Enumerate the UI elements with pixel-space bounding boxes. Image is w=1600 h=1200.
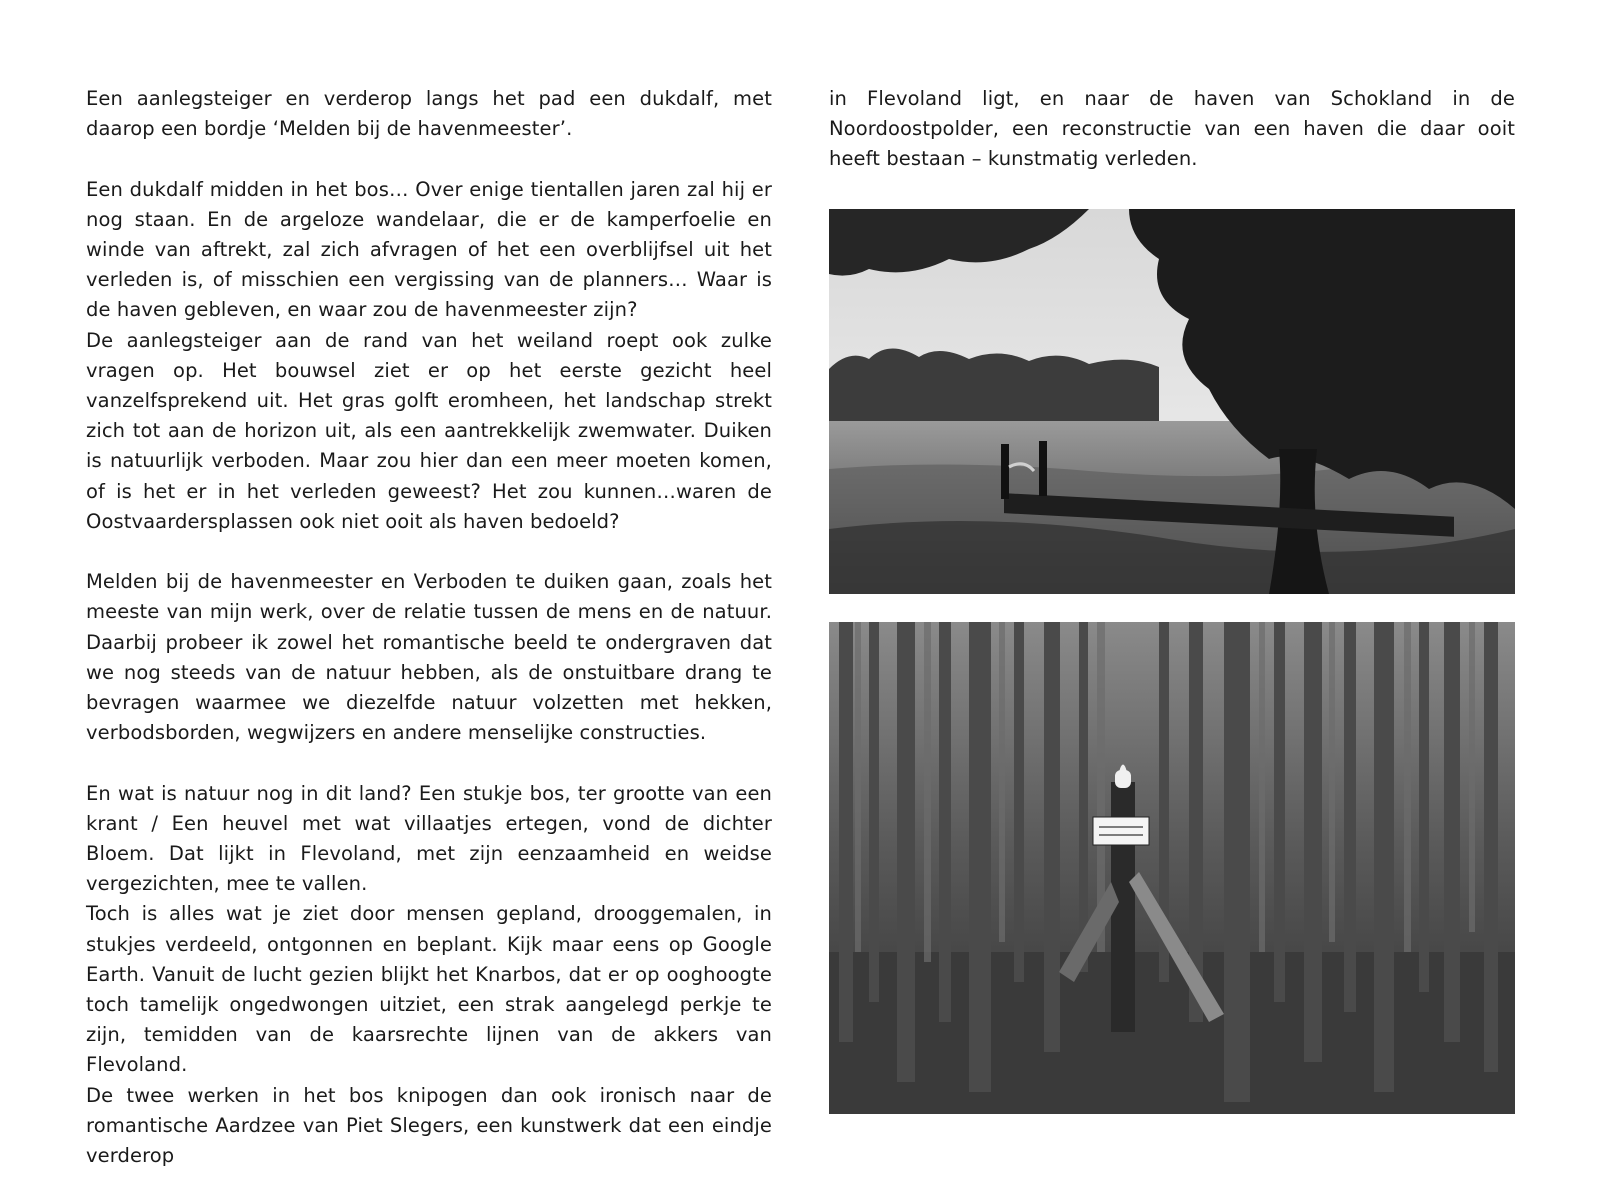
right-text-column xyxy=(829,84,1515,175)
forest-post-photo xyxy=(829,622,1515,1114)
paragraph: Een dukdalf midden in het bos… Over enige tientallen jaren zal hij er nog staan. En de argeloze wandelaar, die er de kamperfoelie en winde van aftrekt, zal zich afvragen of het een overblijfsel uit het verleden is, of misschien een vergissing van de planners… Waar is de haven gebleven, en waar zou de havenmeester zijn? xyxy=(86,177,772,322)
jetty-photo xyxy=(829,209,1515,594)
jetty-photo-image xyxy=(829,209,1515,594)
paragraph: Toch is alles wat je ziet door mensen gepland, drooggemalen, in stukjes verdeeld, ontgonnen en beplant. Kijk maar eens op Google Earth. Vanuit de lucht gezien blijkt het Knarbos, dat er op ooghoogte toch tamelijk ongedwongen uitziet, een strak aangelegd perkje te zijn, temidden van de kaarsrechte lijnen van de akkers van Flevoland. xyxy=(86,902,772,1077)
paragraph: En wat is natuur nog in dit land? Een stukje bos, ter grootte van een krant / Een heuvel met wat villaatjes ertegen, vond de dichter Bloem. Dat lijkt in Flevoland, met zijn eenzaamheid en weidse vergezichten, mee te vallen. xyxy=(86,781,772,896)
paragraph: De aanlegsteiger aan de rand van het weiland roept ook zulke vragen op. Het bouwsel ziet er op het eerste gezicht heel vanzelfsprekend uit. Het gras golft eromheen, het landschap strekt zich tot aan de horizon uit, als een aantrekkelijk zwemwater. Duiken is natuurlijk verboden. Maar zou hier dan een meer moeten komen, of is het er in het verleden geweest? Het zou kunnen…waren de Oostvaardersplassen ook niet ooit als haven bedoeld? xyxy=(86,328,772,533)
forest-post-photo-image xyxy=(829,622,1515,1114)
left-text-column xyxy=(86,84,772,1171)
paragraph: in Flevoland ligt, en naar de haven van Schokland in de Noordoostpolder, een reconstructie van een haven die daar ooit heeft bestaan – kunstmatig verleden. xyxy=(829,87,1515,171)
paragraph: Melden bij de havenmeester en Verboden te duiken gaan, zoals het meeste van mijn werk, over de relatie tussen de mens en de natuur. Daarbij probeer ik zowel het romantische beeld te ondergraven dat we nog steeds van de natuur hebben, als de onstuitbare drang te bevragen waarmee we diezelfde natuur volzetten met hekken, verbodsborden, wegwijzers en andere menselijke constructies. xyxy=(86,570,772,745)
paragraph: De twee werken in het bos knipogen dan ook ironisch naar de romantische Aardzee van Piet Slegers, een kunstwerk dat een eindje verderop xyxy=(86,1083,772,1168)
paragraph: Een aanlegsteiger en verderop langs het pad een dukdalf, met daarop een bordje ‘Melden bij de havenmeester’. xyxy=(86,87,772,141)
